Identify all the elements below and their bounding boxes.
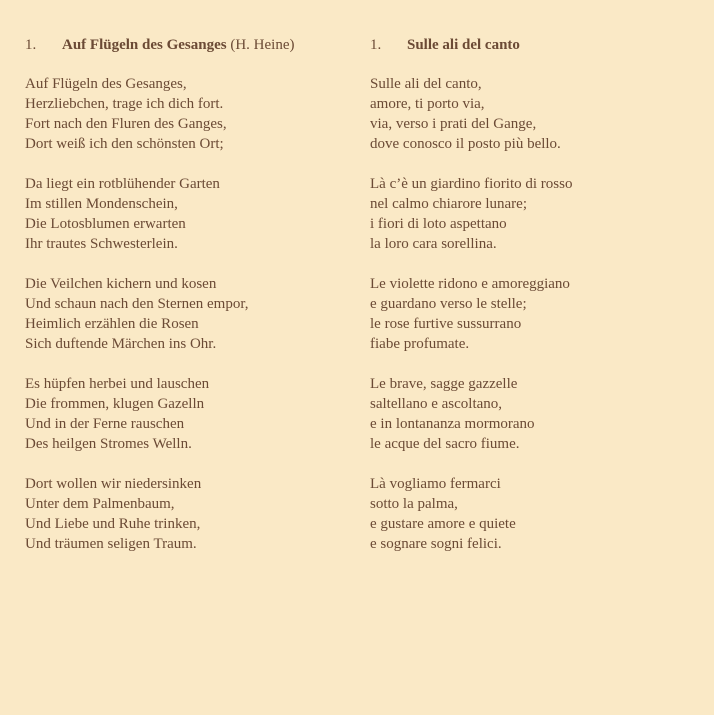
stanza <box>25 274 345 354</box>
stanza <box>370 474 690 554</box>
verse-line: le rose furtive sussurrano <box>370 316 522 332</box>
german-text-column <box>25 34 345 574</box>
verse-line: saltellano e ascoltano, <box>370 396 503 412</box>
verse-line: Die Veilchen kichern und kosen <box>25 276 217 292</box>
stanza <box>25 74 345 154</box>
verse-line: Des heilgen Stromes Welln. <box>25 436 192 452</box>
verse-line: Sich duftende Märchen ins Ohr. <box>25 336 217 352</box>
verse-line: Là c’è un giardino fiorito di rosso <box>370 176 573 192</box>
verse-line: Le brave, sagge gazzelle <box>370 376 518 392</box>
verse-line: i fiori di loto aspettano <box>370 216 507 232</box>
italian-text-column <box>370 34 690 574</box>
verse-line: fiabe profumate. <box>370 336 470 352</box>
song-title: Sulle ali del canto <box>407 37 520 53</box>
verse-line: Là vogliamo fermarci <box>370 476 501 492</box>
stanza <box>370 174 690 254</box>
verse-line: le acque del sacro fiume. <box>370 436 520 452</box>
verse-line: la loro cara sorellina. <box>370 236 497 252</box>
verse-line: Herzliebchen, trage ich dich fort. <box>25 96 224 112</box>
verse-line: Und träumen seligen Traum. <box>25 536 197 552</box>
stanza <box>370 274 690 354</box>
verse-line: Dort wollen wir niedersinken <box>25 476 202 492</box>
italian-heading <box>370 34 690 56</box>
stanza <box>25 474 345 554</box>
verse-line: dove conosco il posto più bello. <box>370 136 561 152</box>
verse-line: Le violette ridono e amoreggiano <box>370 276 570 292</box>
verse-line: Dort weiß ich den schönsten Ort; <box>25 136 224 152</box>
verse-line: Fort nach den Fluren des Ganges, <box>25 116 227 132</box>
verse-line: Heimlich erzählen die Rosen <box>25 316 199 332</box>
verse-line: e in lontananza mormorano <box>370 416 535 432</box>
verse-line: e guardano verso le stelle; <box>370 296 527 312</box>
verse-line: e gustare amore e quiete <box>370 516 516 532</box>
stanza <box>25 174 345 254</box>
verse-line: Und Liebe und Ruhe trinken, <box>25 516 201 532</box>
verse-line: nel calmo chiarore lunare; <box>370 196 528 212</box>
verse-line: Im stillen Mondenschein, <box>25 196 178 212</box>
german-heading <box>25 34 345 56</box>
verse-line: amore, ti porto via, <box>370 96 485 112</box>
verse-line: Unter dem Palmenbaum, <box>25 496 175 512</box>
stanza <box>370 374 690 454</box>
verse-line: Da liegt ein rotblühender Garten <box>25 176 220 192</box>
verse-line: e sognare sogni felici. <box>370 536 502 552</box>
italian-stanzas <box>370 74 690 554</box>
song-title: Auf Flügeln des Gesanges <box>62 37 227 53</box>
song-number: 1. <box>370 37 382 53</box>
stanza <box>25 374 345 454</box>
song-author: (H. Heine) <box>230 37 295 53</box>
verse-line: Und in der Ferne rauschen <box>25 416 185 432</box>
verse-line: Es hüpfen herbei und lauschen <box>25 376 210 392</box>
verse-line: Und schaun nach den Sternen empor, <box>25 296 249 312</box>
song-number: 1. <box>25 37 37 53</box>
stanza <box>370 74 690 154</box>
verse-line: Sulle ali del canto, <box>370 76 482 92</box>
verse-line: Die frommen, klugen Gazelln <box>25 396 205 412</box>
verse-line: sotto la palma, <box>370 496 458 512</box>
verse-line: Ihr trautes Schwesterlein. <box>25 236 178 252</box>
verse-line: Auf Flügeln des Gesanges, <box>25 76 187 92</box>
verse-line: Die Lotosblumen erwarten <box>25 216 186 232</box>
verse-line: via, verso i prati del Gange, <box>370 116 537 132</box>
german-stanzas <box>25 74 345 554</box>
